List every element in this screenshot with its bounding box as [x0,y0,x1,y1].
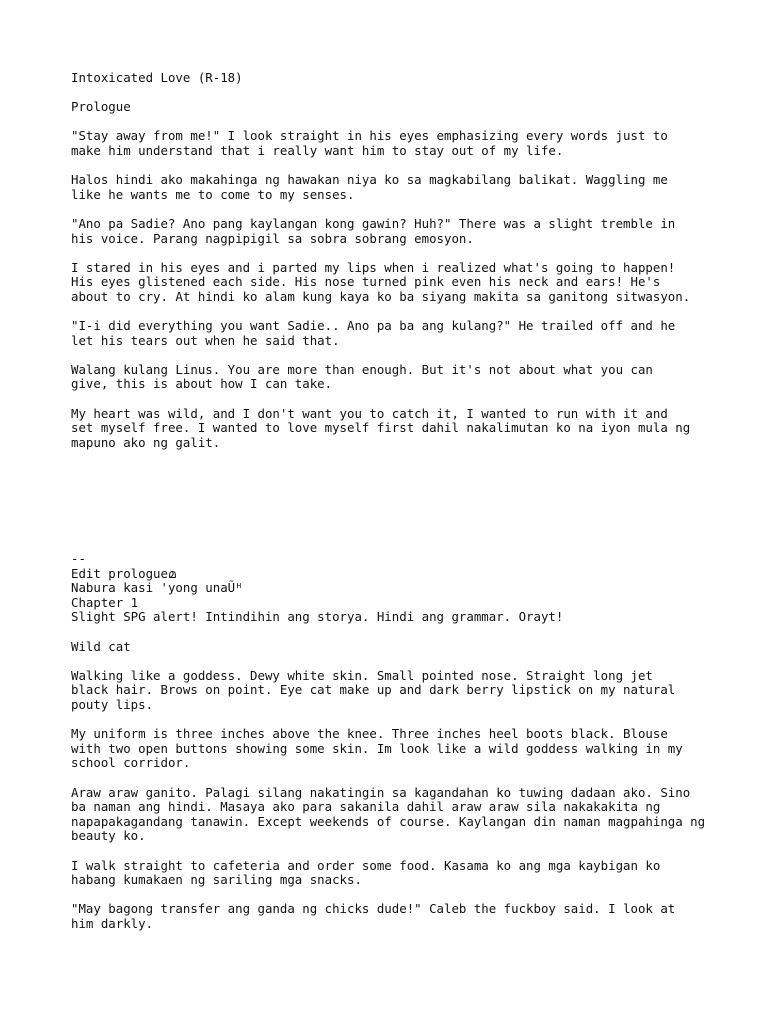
text-line: black hair. Brows on point. Eye cat make up and dark berry lipstick on my natural [71,682,676,698]
note-line: Slight SPG alert! Intindihin ang storya. Hindi ang grammar. Orayt! [71,609,564,625]
note-line: -- [71,551,86,567]
text-line: give, this is about how I can take. [71,376,333,392]
author-note [71,552,711,625]
text-line: "May bagong transfer ang ganda ng chicks dude!" Caleb the fuckboy said. I look at [71,901,676,917]
blank-space [71,465,711,552]
text-line: mapuno ako ng galit. [71,434,221,450]
text-line: Halos hindi ako makahinga ng hawakan niya ko sa magkabilang balikat. Waggling me [71,172,668,188]
document-title: Intoxicated Love (R-18) [71,70,243,85]
text-line: him darkly. [71,915,154,931]
paragraph [71,129,711,158]
text-line: habang kumakaen ng sariling mga snacks. [71,872,362,888]
text-line: "I-i did everything you want Sadie.. Ano pa ba ang kulang?" He trailed off and he [71,318,676,334]
paragraph [71,319,711,348]
paragraph [71,859,711,888]
chapter-section [71,669,711,932]
text-line: "Stay away from me!" I look straight in his eyes emphasizing every words just to [71,128,668,144]
paragraph [71,727,711,771]
text-line: beauty ko. [71,828,146,844]
text-line: napapakagandang tanawin. Except weekends of course. Kaylangan din naman magpahinga ng [71,813,706,829]
text-line: ba naman ang hindi. Masaya ako para sakanila dahil araw araw sila nakakakita ng [71,799,661,815]
text-line: Walang kulang Linus. You are more than enough. But it's not about what you can [71,361,653,377]
paragraph [71,217,711,246]
paragraph [71,407,711,451]
prologue-heading: Prologue [71,99,131,115]
text-line: make him understand that i really want him to stay out of my life. [71,142,564,158]
text-line: school corridor. [71,755,191,771]
text-line: Araw araw ganito. Palagi silang nakatingin sa kagandahan ko tuwing dadaan ako. Sino [71,784,691,800]
paragraph [71,261,711,305]
text-line: let his tears out when he said that. [71,332,340,348]
text-line: set myself free. I wanted to love myself first dahil nakalimutan ko na iyon mula ng [71,420,691,436]
paragraph [71,173,711,202]
paragraph [71,786,711,844]
text-line: his voice. Parang nagpipigil sa sobra sobrang emosyon. [71,230,474,246]
text-line: pouty lips. [71,696,154,712]
text-line: with two open buttons showing some skin. Im look like a wild goddess walking in my [71,740,683,756]
text-line: about to cry. At hindi ko alam kung kaya ko ba siyang makita sa ganitong sitwasyon. [71,288,691,304]
paragraph [71,902,711,931]
text-line: My heart was wild, and I don't want you to catch it, I wanted to run with it and [71,405,668,421]
text-line: Walking like a goddess. Dewy white skin. Small pointed nose. Straight long jet [71,667,653,683]
paragraph [71,363,711,392]
note-line: Edit prologueമ [71,565,176,581]
text-line: I walk straight to cafeteria and order some food. Kasama ko ang mga kaybigan ko [71,857,661,873]
text-line: His eyes glistened each side. His nose turned pink even his neck and ears! He's [71,274,661,290]
note-line: Chapter 1 [71,594,139,610]
document-page [71,71,711,946]
paragraph [71,669,711,713]
chapter-heading: Wild cat [71,638,131,654]
text-line: I stared in his eyes and i parted my lips when i realized what's going to happen! [71,259,676,275]
text-line: like he wants me to come to my senses. [71,186,355,202]
prologue-section [71,129,711,450]
note-line: Nabura kasi 'yong unaŨᴴ [71,580,243,596]
text-line: My uniform is three inches above the knee. Three inches heel boots black. Blouse [71,726,668,742]
text-line: "Ano pa Sadie? Ano pang kaylangan kong gawin? Huh?" There was a slight tremble in [71,215,676,231]
